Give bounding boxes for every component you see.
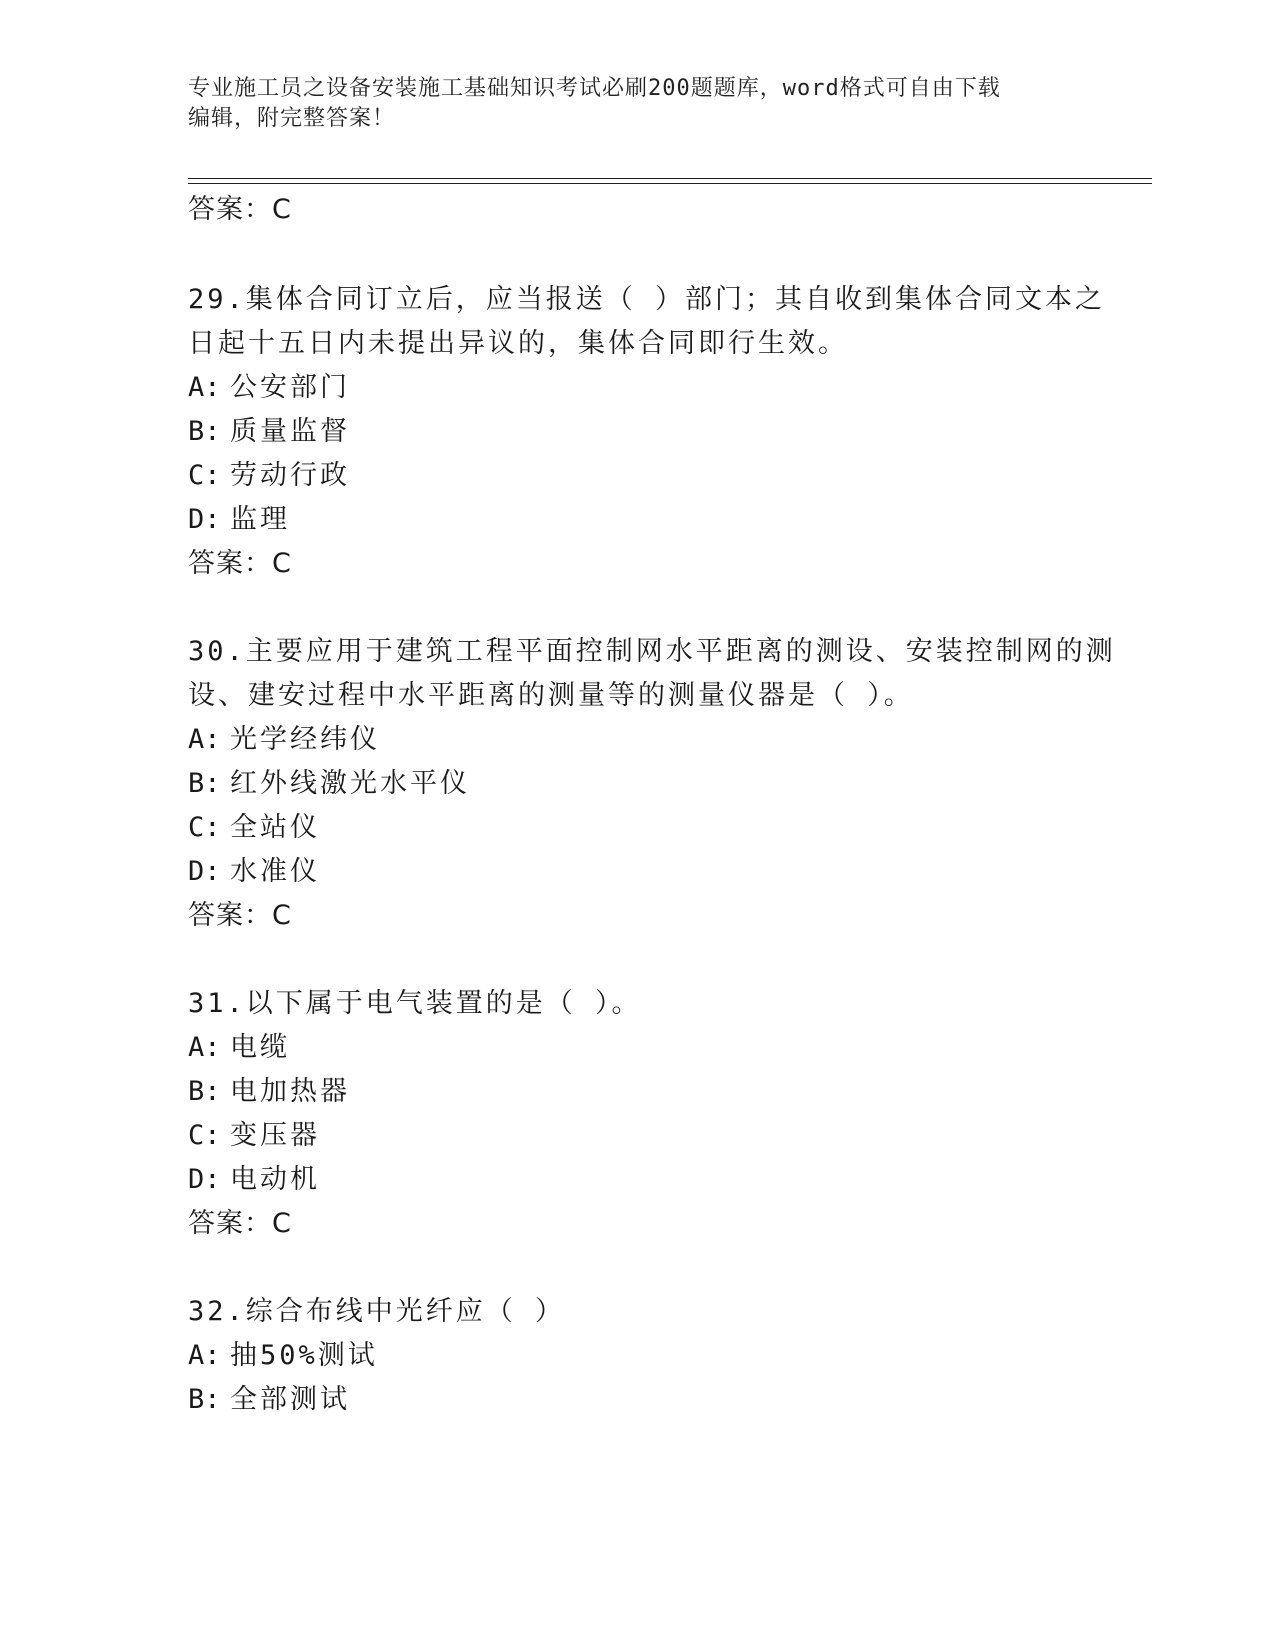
option-letter: C:	[188, 460, 221, 491]
option-text: 电动机	[230, 1164, 320, 1195]
option-letter: B:	[188, 416, 221, 447]
document-header	[188, 74, 1088, 134]
question-31-option-c	[188, 1118, 320, 1154]
question-29-option-a	[188, 370, 350, 406]
question-29-stem-line-1: 29.集体合同订立后，应当报送（ ）部门；其自收到集体合同文本之	[188, 284, 1106, 315]
question-31-option-b	[188, 1074, 350, 1110]
option-letter: A:	[188, 1340, 221, 1371]
option-letter: B:	[188, 1076, 221, 1107]
question-29-option-b	[188, 414, 350, 450]
question-29-option-d	[188, 502, 290, 538]
question-29-answer: 答案：C	[188, 548, 292, 579]
question-30-answer: 答案：C	[188, 900, 292, 931]
option-letter: B:	[188, 768, 221, 799]
question-32-option-a	[188, 1338, 378, 1374]
question-31-answer: 答案：C	[188, 1208, 292, 1239]
header-line-2: 编辑，附完整答案！	[188, 106, 396, 131]
option-letter: C:	[188, 1120, 221, 1151]
option-letter: D:	[188, 504, 221, 535]
option-text: 变压器	[230, 1120, 320, 1151]
header-divider	[188, 178, 1152, 184]
option-letter: C:	[188, 812, 221, 843]
option-text: 监理	[230, 504, 290, 535]
option-text: 质量监督	[230, 416, 350, 447]
question-30-stem-line-1: 30.主要应用于建筑工程平面控制网水平距离的测设、安装控制网的测	[188, 636, 1116, 667]
question-30-option-b	[188, 766, 470, 802]
question-30-stem-line-2: 设、建安过程中水平距离的测量等的测量仪器是（ ）。	[188, 680, 914, 711]
option-letter: D:	[188, 1164, 221, 1195]
question-30-option-c	[188, 810, 320, 846]
option-letter: A:	[188, 1032, 221, 1063]
option-text: 抽50%测试	[230, 1340, 378, 1371]
question-31-stem-line-1: 31.以下属于电气装置的是（ ）。	[188, 988, 642, 1019]
option-letter: D:	[188, 856, 221, 887]
question-30-option-d	[188, 854, 320, 890]
previous-answer: 答案：C	[188, 194, 292, 225]
option-letter: A:	[188, 372, 221, 403]
option-text: 水准仪	[230, 856, 320, 887]
question-31-option-a	[188, 1030, 290, 1066]
option-letter: B:	[188, 1384, 221, 1415]
option-text: 光学经纬仪	[230, 724, 380, 755]
option-letter: A:	[188, 724, 221, 755]
option-text: 红外线激光水平仪	[230, 768, 470, 799]
question-29-stem-line-2: 日起十五日内未提出异议的，集体合同即行生效。	[188, 328, 848, 359]
option-text: 公安部门	[230, 372, 350, 403]
option-text: 电缆	[230, 1032, 290, 1063]
question-30-option-a	[188, 722, 380, 758]
question-29-option-c	[188, 458, 350, 494]
option-text: 全部测试	[230, 1384, 350, 1415]
option-text: 电加热器	[230, 1076, 350, 1107]
question-31-option-d	[188, 1162, 320, 1198]
question-32-option-b	[188, 1382, 350, 1418]
option-text: 劳动行政	[230, 460, 350, 491]
question-32-stem-line-1: 32.综合布线中光纤应（ ）	[188, 1296, 566, 1327]
option-text: 全站仪	[230, 812, 320, 843]
header-line-1: 专业施工员之设备安装施工基础知识考试必刷200题题库，word格式可自由下载	[188, 76, 1001, 101]
